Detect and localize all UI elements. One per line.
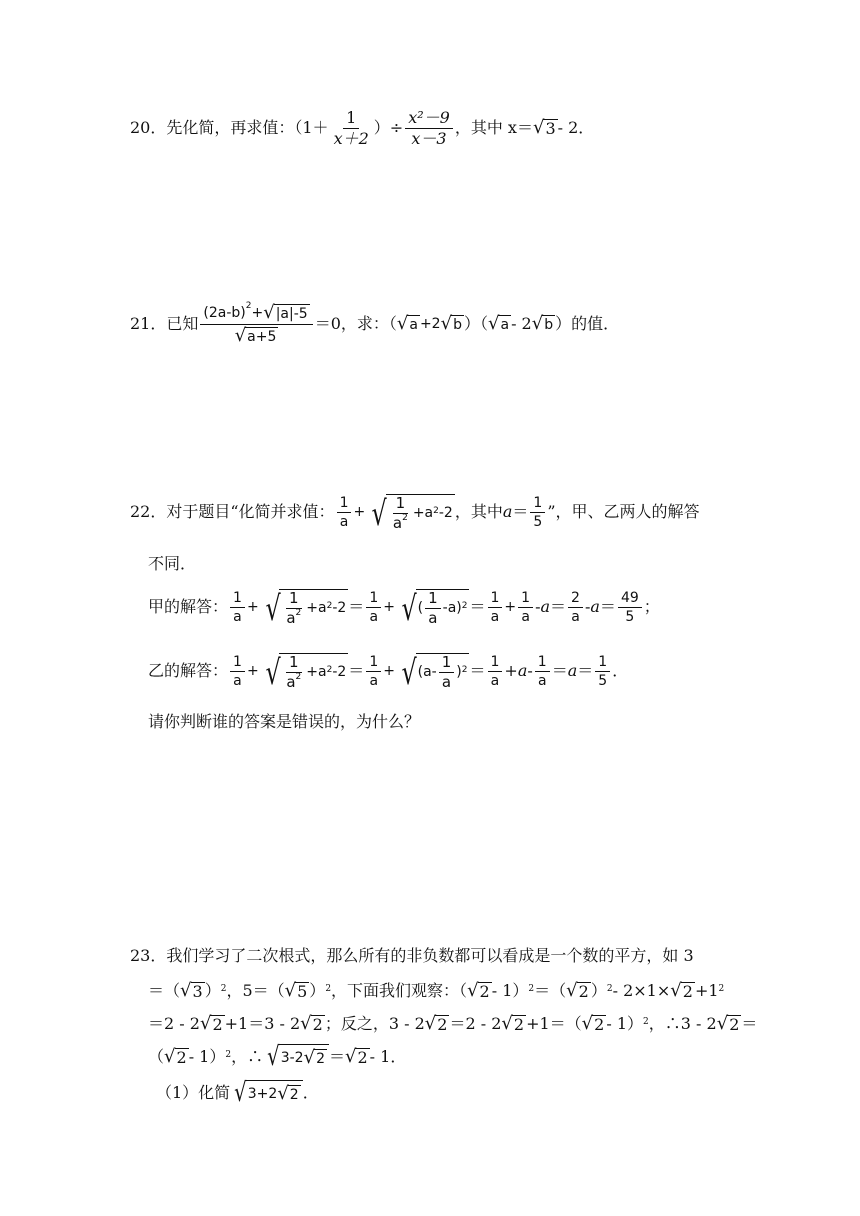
q23-part-1: （1）化简 √ 3+2 √ 2 ． (156, 1078, 319, 1108)
jia-solution: 甲的解答： $\frac{1}{a}$ + √ $\frac{1}{a^2}$ +a $^2$ -2 ＝ $\frac{1}{a}$ + √ ( $\frac{1}{a}$ -a) $^2$ ＝ $\frac{1}{a}$ + $\frac{1}{a}$ - a ＝ $\frac{2}{a}$ - a ＝ $\frac{49}{5}$ ； (148, 588, 660, 629)
q21-tail-2: ）的值． (555, 314, 620, 333)
jia-label: 甲的解答： (148, 597, 229, 616)
q20-tail-2: - 2． (557, 118, 595, 137)
q23-line-1: 23． 我们学习了二次根式，那么所有的非负数都可以看成是一个数的平方，如 3 (130, 946, 694, 965)
q22-intro: 对于题目“化简并求值： (166, 502, 335, 521)
q20-fraction-1: $\frac{1}{x+2}$ (333, 107, 369, 148)
q23-number: 23． (130, 946, 167, 965)
q22-line-2: 不同． (148, 554, 197, 573)
q21-number: 21． (130, 314, 167, 333)
q23-line-4: （ √ 2 - 1） $^2$ ，∴ √ 3-2 √ 2 ＝ √ 2 - 1． (148, 1042, 407, 1072)
yi-label: 乙的解答： (148, 661, 229, 680)
q21-intro: 已知 (166, 314, 199, 333)
q20-fraction-2: $\frac{\text{x²－9}}{x-3}$ (405, 110, 453, 147)
yi-solution: 乙的解答： $\frac{1}{a}$ + √ $\frac{1}{a^2}$ +a $^2$ -2 ＝ $\frac{1}{a}$ + √ (a- $\frac{1}{a}$ ) $^2$ ＝ $\frac{1}{a}$ + a - $\frac{1}{a}$ ＝ a ＝ $\frac{1}{5}$ ． (148, 652, 629, 693)
q21-tail-1: ＝0，求：（ (314, 314, 397, 333)
q22-number: 22． (130, 502, 167, 521)
q20-tail-1: ，其中 x＝ (454, 118, 533, 137)
q22-sqrt-expression: √ $\frac{1}{a^2}$ +a $^2$ -2 (371, 493, 453, 534)
q23-line-3: ＝2 - 2 √ 2 +1＝3 - 2 √ 2 ；反之，3 - 2 √ 2 ＝2 - 2 √ 2 +1＝（ √ 2 - 1） $^2$ ，∴3 - 2 √ 2 ＝ (148, 1013, 758, 1034)
q20-mid: ）÷ (373, 118, 404, 137)
q20-number: 20． (130, 118, 167, 137)
q20-sqrt: √ 3 (532, 117, 556, 138)
q20-intro: 先化简，再求值：（1＋ (166, 118, 329, 137)
q23-line-2: ＝（ √ 3 ） $^2$ ，5＝（ √ 5 ） $^2$ ，下面我们观察：（ √ 2 - 1） $^2$ ＝（ √ 2 ） $^2$ - 2×1× √ 2 +1 $^2$ (148, 980, 725, 1001)
q22-question: 请你判断谁的答案是错误的，为什么？ (148, 712, 421, 731)
q21-fraction: $(2a-b)^2+$ √ |a|-5 √ a+5 (200, 304, 312, 345)
question-20 (130, 106, 594, 150)
question-22: 22． 对于题目“化简并求值： $\frac{1}{a}$ + √ $\frac{1}{a^2}$ +a $^2$ -2 ，其中 a ＝ $\frac{1}{5}$ ”，甲、乙两人的解答 (130, 493, 700, 534)
question-21: 21． 已知 $(2a-b)^2+$ √ |a|-5 √ a+5 ＝0，求：（ √ a +2 √ b ）（ √ a - 2 √ b ）的值． (130, 300, 620, 346)
